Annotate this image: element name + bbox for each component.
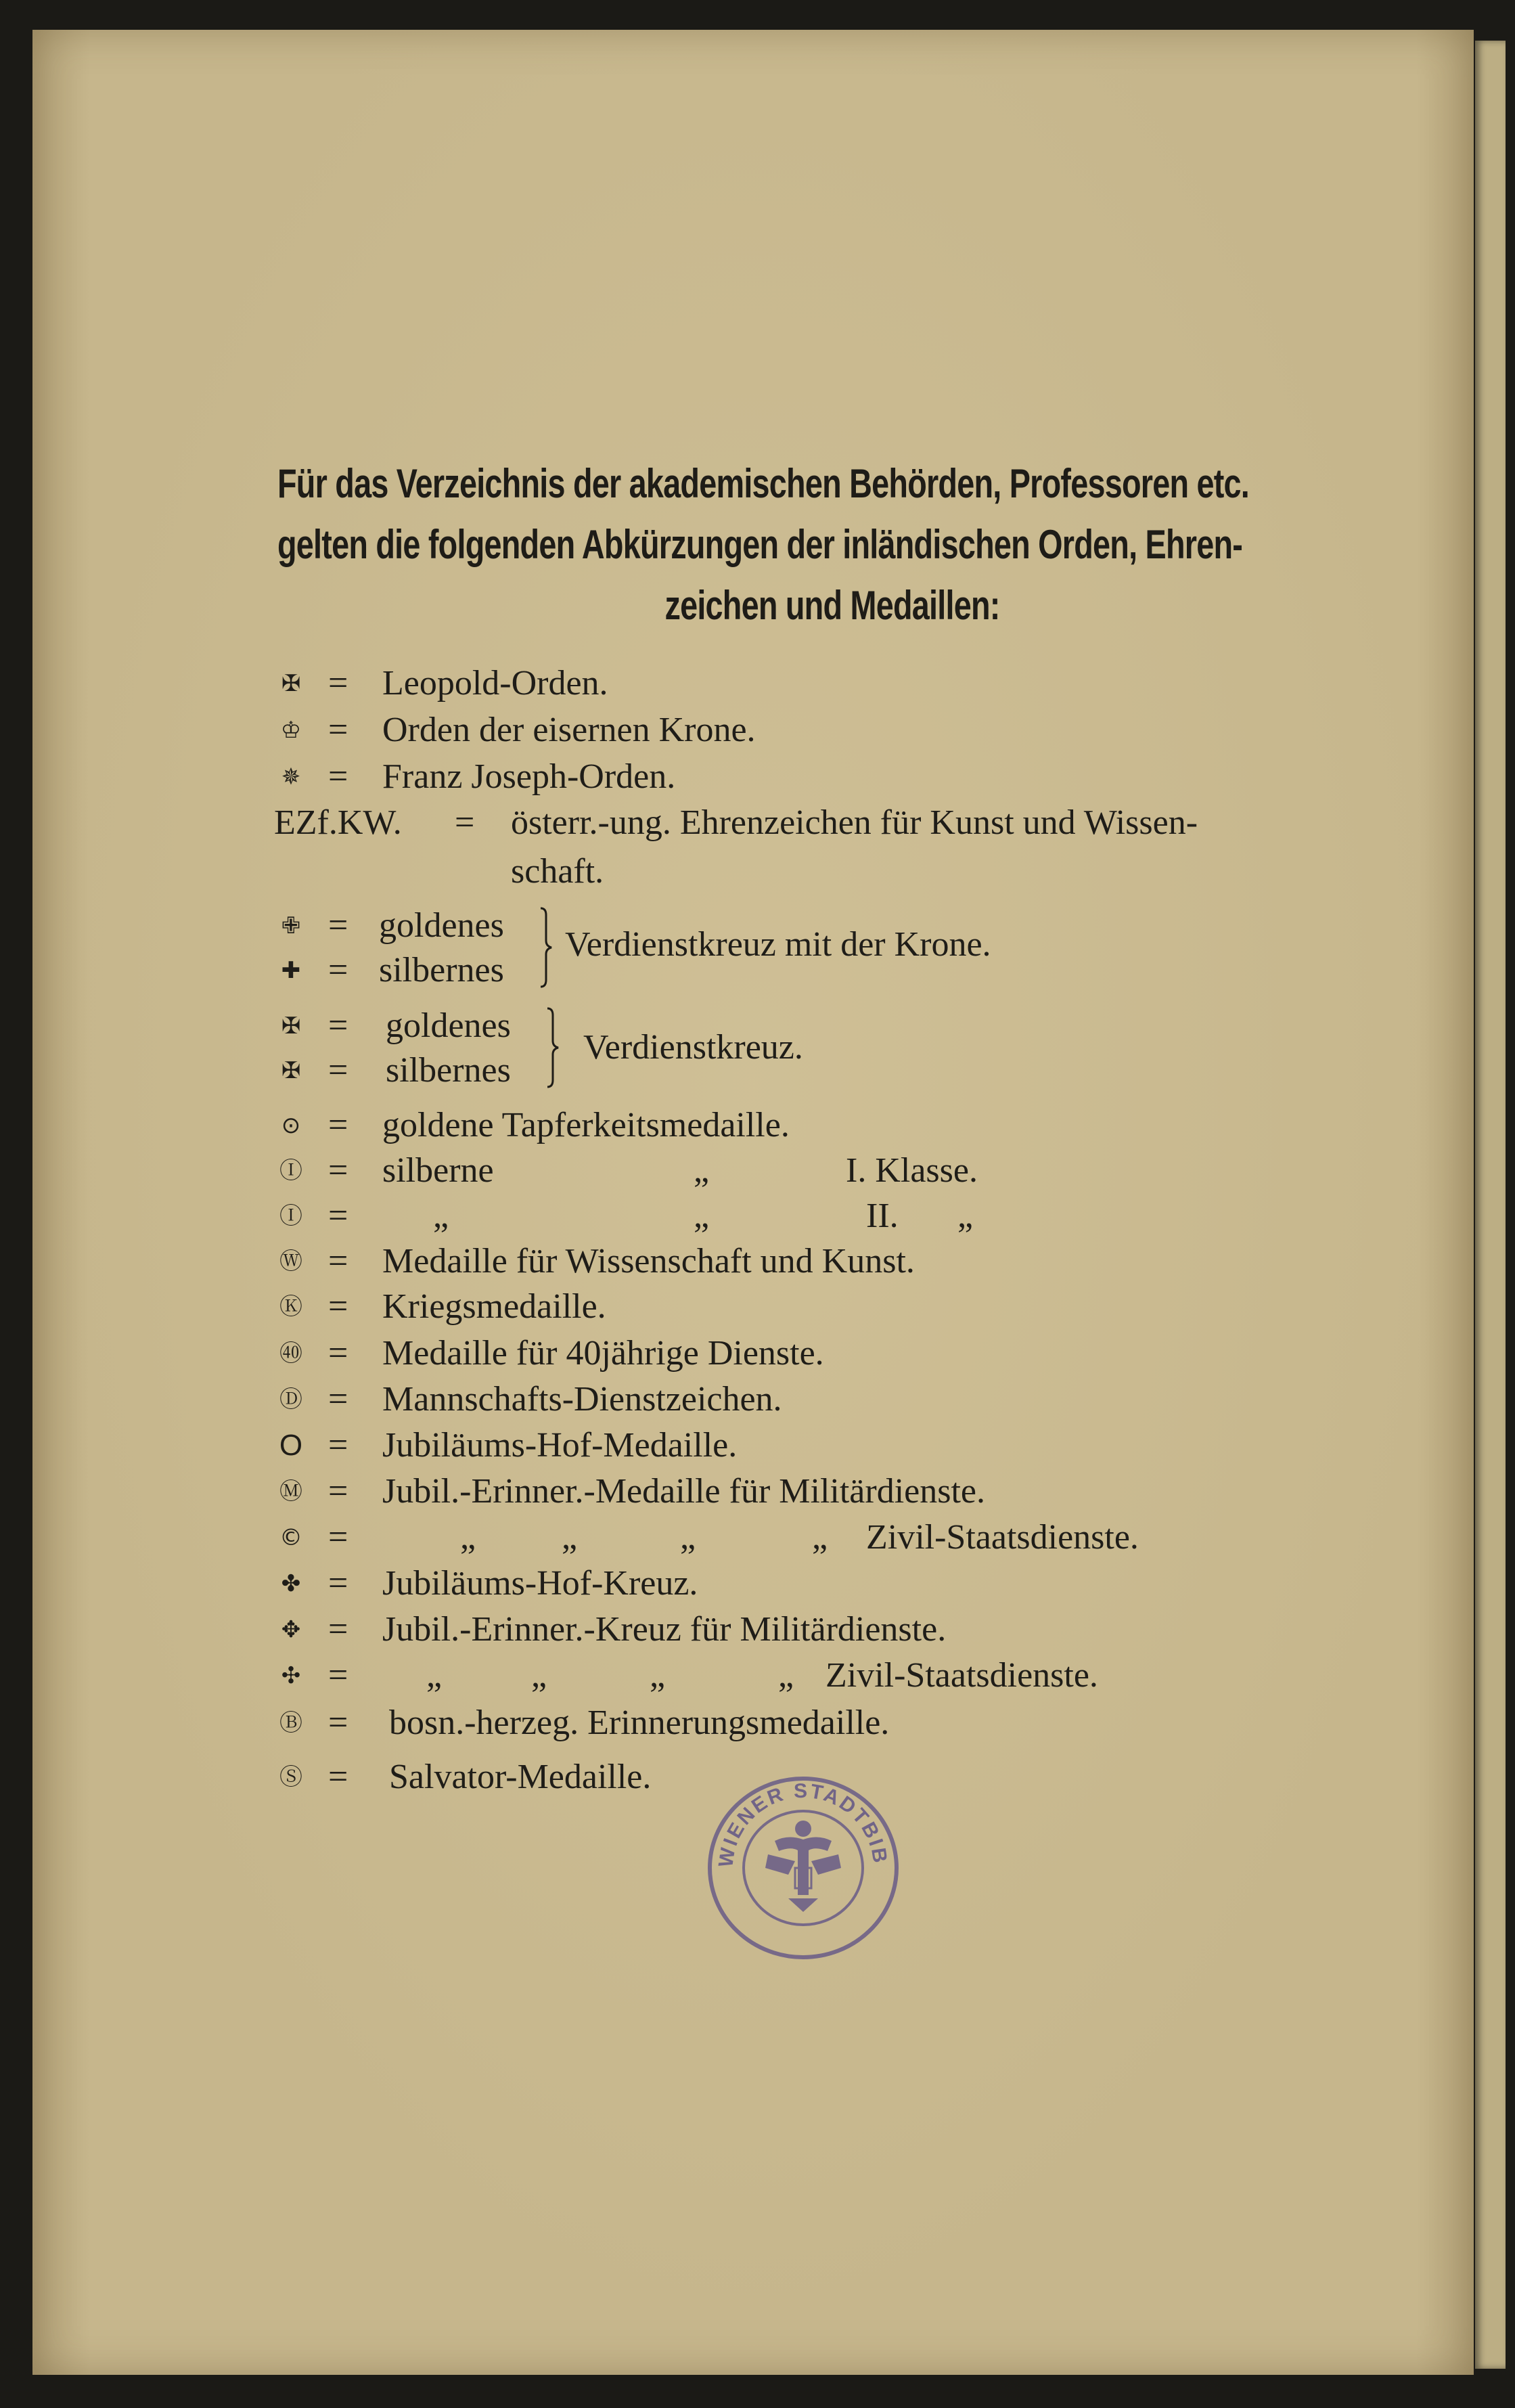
entry-text-continued: schaft.	[511, 852, 604, 891]
brace	[538, 907, 553, 988]
entry-text: Salvator-Medaille.	[389, 1758, 652, 1796]
cross-with-crown-icon: ✙	[281, 912, 301, 939]
book-page	[32, 30, 1474, 2375]
svg-text:WIENER STADTBIBLIOTHEK	[700, 1766, 891, 1869]
equals-sign: =	[328, 1106, 348, 1144]
equals-sign: =	[328, 1758, 348, 1796]
entry-text: goldenes	[379, 906, 504, 945]
ditto-mark: „	[460, 1518, 476, 1557]
heading-line-2: gelten die folgenden Abkürzungen der inländischen Orden, Ehren-	[277, 522, 1243, 567]
equals-sign: =	[328, 1656, 348, 1695]
ditto-mark: „	[426, 1656, 443, 1695]
entry-text: silbernes	[379, 951, 504, 989]
eagle-icon	[765, 1821, 841, 1912]
entry-abbreviation: EZf.KW.	[274, 803, 402, 842]
group-label-vk: Verdienstkreuz.	[583, 1028, 803, 1067]
equals-sign: =	[328, 1006, 348, 1045]
equals-sign: =	[328, 951, 348, 989]
medal-icon: Ⓘ	[279, 1203, 302, 1230]
entry-text: Jubiläums-Hof-Kreuz.	[382, 1564, 698, 1603]
entry-text: Zivil-Staatsdienste.	[866, 1518, 1139, 1557]
entry-text: goldenes	[386, 1006, 511, 1045]
class-label: I. Klasse.	[846, 1151, 978, 1190]
equals-sign: =	[328, 664, 348, 703]
cross-icon: ✥	[281, 1616, 301, 1643]
ditto-mark: „	[812, 1518, 828, 1557]
equals-sign: =	[328, 1151, 348, 1190]
group-label-vk-krone: Verdienstkreuz mit der Krone.	[565, 925, 991, 964]
stamp-text: WIENER STADTBIB	[715, 1779, 892, 1869]
equals-sign: =	[328, 1334, 348, 1373]
equals-sign: =	[328, 1518, 348, 1557]
medal-icon: Ⓚ	[279, 1293, 302, 1320]
entry-text: silbernes	[386, 1051, 511, 1090]
medal-icon: ©	[279, 1524, 302, 1551]
equals-sign: =	[328, 1426, 348, 1465]
equals-sign: =	[328, 1051, 348, 1090]
entry-text: Medaille für 40jährige Dienste.	[382, 1334, 824, 1373]
entry-text: silberne	[382, 1151, 494, 1190]
heading-line-1: Für das Verzeichnis der akademischen Behörden, Professoren etc.	[277, 461, 1250, 506]
leopold-cross-icon: ✠	[281, 670, 301, 697]
medal-icon: ㊵	[279, 1340, 302, 1367]
equals-sign: =	[455, 803, 475, 842]
entry-text: Franz Joseph-Orden.	[382, 757, 676, 796]
entry-text: Jubil.-Erinner.-Kreuz für Militärdienste.	[382, 1610, 947, 1649]
library-stamp	[700, 1766, 907, 1966]
ditto-mark: „	[778, 1656, 794, 1695]
cross-icon: ✣	[281, 1662, 301, 1689]
equals-sign: =	[328, 1703, 348, 1742]
ditto-mark: „	[562, 1518, 578, 1557]
cross-icon: ✤	[281, 1570, 301, 1597]
equals-sign: =	[328, 1197, 348, 1235]
crown-icon: ♔	[280, 717, 302, 744]
cross-with-crown-icon: ✚	[281, 957, 301, 984]
class-label: II.	[866, 1197, 899, 1235]
equals-sign: =	[328, 1610, 348, 1649]
equals-sign: =	[328, 906, 348, 945]
medal-icon: ⊙	[281, 1112, 301, 1139]
entry-text: Kriegsmedaille.	[382, 1287, 606, 1326]
ditto-mark: „	[680, 1518, 696, 1557]
medal-icon: Ⓦ	[279, 1248, 302, 1275]
entry-text: goldene Tapferkeitsmedaille.	[382, 1106, 790, 1144]
equals-sign: =	[328, 1287, 348, 1326]
star-order-icon: ✵	[281, 763, 301, 790]
page-heading	[277, 453, 1387, 636]
medal-icon: Ⓘ	[279, 1157, 302, 1184]
equals-sign: =	[328, 711, 348, 749]
merit-cross-icon: ✠	[281, 1012, 301, 1040]
entry-text: Jubil.-Erinner.-Medaille für Militärdienste.	[382, 1472, 985, 1511]
ditto-mark: „	[957, 1197, 974, 1235]
entry-text: Mannschafts-Dienstzeichen.	[382, 1380, 782, 1419]
medal-icon: Ⓑ	[279, 1710, 302, 1737]
medal-icon: Ⓜ	[279, 1478, 302, 1505]
equals-sign: =	[328, 1242, 348, 1280]
ditto-mark: „	[650, 1656, 666, 1695]
medal-icon: Ⓓ	[279, 1386, 302, 1413]
merit-cross-icon: ✠	[281, 1057, 301, 1084]
heading-line-3: zeichen und Medaillen:	[664, 583, 1000, 628]
medal-icon: Ⓢ	[279, 1764, 302, 1791]
equals-sign: =	[328, 1380, 348, 1419]
ring-icon: O	[279, 1429, 303, 1462]
ditto-mark: „	[531, 1656, 547, 1695]
entry-text: bosn.-herzeg. Erinnerungsmedaille.	[389, 1703, 890, 1742]
equals-sign: =	[328, 1564, 348, 1603]
ditto-mark: „	[694, 1197, 710, 1235]
entry-text: Leopold-Orden.	[382, 664, 608, 703]
entry-ezf-kw	[274, 803, 402, 843]
entry-text: Jubiläums-Hof-Medaille.	[382, 1426, 738, 1465]
adjacent-page-edge	[1475, 41, 1506, 2369]
ditto-mark: „	[433, 1197, 449, 1235]
ditto-mark: „	[694, 1151, 710, 1190]
brace	[545, 1007, 560, 1088]
equals-sign: =	[328, 757, 348, 796]
entry-text: Zivil-Staatsdienste.	[826, 1656, 1098, 1695]
entry-text: Medaille für Wissenschaft und Kunst.	[382, 1242, 915, 1280]
entry-text: österr.-ung. Ehrenzeichen für Kunst und Wissen-	[511, 803, 1198, 842]
entry-text: Orden der eisernen Krone.	[382, 711, 756, 749]
equals-sign: =	[328, 1472, 348, 1511]
